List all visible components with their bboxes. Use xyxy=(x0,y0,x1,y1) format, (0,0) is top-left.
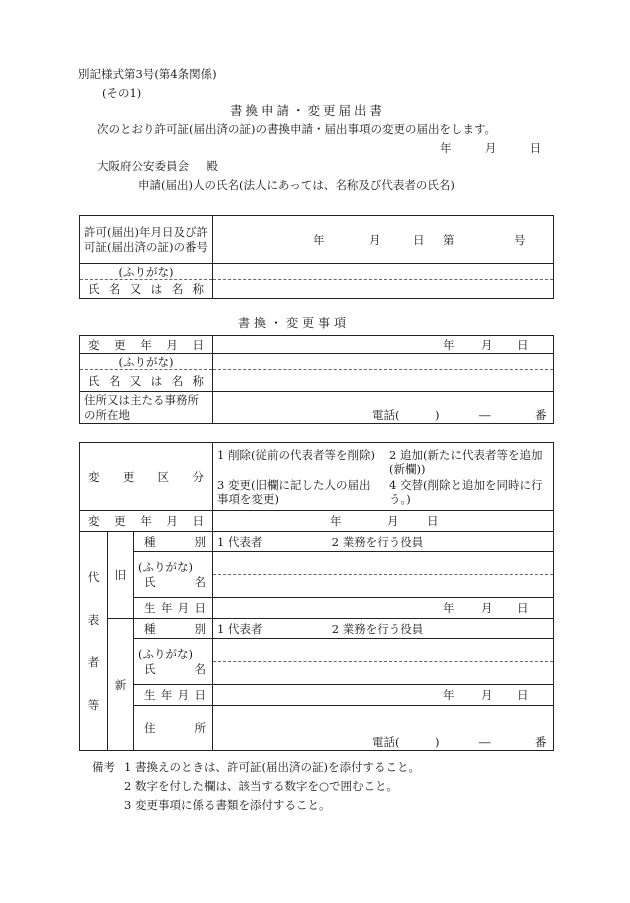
new-address-field[interactable] xyxy=(213,706,554,751)
date-month: 月 xyxy=(484,141,497,155)
tel-ban: 番 xyxy=(535,408,547,422)
name-field-2[interactable] xyxy=(213,370,554,392)
addressee-name: 大阪府公安委員会 xyxy=(97,159,189,173)
date-year: 年 xyxy=(440,141,452,155)
old-birth-year: 年 xyxy=(443,601,455,615)
change-date-label: 変 更 年 月 日 xyxy=(80,336,213,354)
form-id: 別記様式第3号(第4条関係) xyxy=(78,67,217,81)
old-shubetsu-label: 種 別 xyxy=(134,532,213,552)
change-month: 月 xyxy=(481,337,493,352)
permit-value[interactable] xyxy=(213,216,554,264)
old-name-label: (ふりがな) 氏 名 xyxy=(134,552,213,598)
tel-open: 電話( xyxy=(372,408,400,422)
old-birth-label: 生 年 月 日 xyxy=(134,598,213,619)
representative-table xyxy=(79,442,554,751)
change-year: 年 xyxy=(443,337,455,352)
form-sub: (その1) xyxy=(102,86,142,100)
furigana-label-2: (ふりがな) xyxy=(80,354,213,370)
furigana-label: (ふりがな) xyxy=(80,264,213,280)
new-birth-field[interactable] xyxy=(213,685,554,706)
permit-label: 許可(届出)年月日及び許可証(届出済の証)の番号 xyxy=(80,216,213,264)
old-birth-field[interactable] xyxy=(213,598,554,619)
kubun-options[interactable] xyxy=(213,443,554,511)
new-birth-year: 年 xyxy=(443,688,455,702)
group-char-3: 者 xyxy=(87,655,100,670)
furigana-field-2[interactable] xyxy=(213,354,554,370)
new-type-field[interactable] xyxy=(213,619,554,639)
tel-dash: ― xyxy=(479,408,491,422)
address-label xyxy=(80,392,213,424)
new-birth-day: 日 xyxy=(517,688,529,702)
intro-text: 次のとおり許可証(届出済の証)の書換申請・届出事項の変更の届出をします。 xyxy=(97,122,497,136)
old-type-field[interactable] xyxy=(213,532,554,552)
new-address-label: 住 所 xyxy=(134,706,213,751)
address-field[interactable] xyxy=(213,392,554,424)
new-tel-ban: 番 xyxy=(535,735,547,749)
permit-day: 日 xyxy=(413,232,425,247)
new-shubetsu-label: 種 別 xyxy=(134,619,213,639)
old-birth-day: 日 xyxy=(517,601,529,615)
tel-close: ) xyxy=(435,408,440,422)
name-label: 氏 名 又 は 名 称 xyxy=(80,280,213,299)
permit-table xyxy=(79,215,554,299)
addressee-suffix: 殿 xyxy=(206,159,218,173)
group-char-4: 等 xyxy=(87,697,100,712)
old-name-field[interactable] xyxy=(213,552,554,598)
permit-go: 号 xyxy=(514,232,526,247)
new-type-1[interactable]: 1 代表者 xyxy=(217,621,263,636)
name-field[interactable] xyxy=(213,280,554,299)
old-type-1[interactable]: 1 代表者 xyxy=(217,534,263,549)
rep-change-month: 月 xyxy=(387,514,399,528)
new-tel-close: ) xyxy=(435,735,440,749)
new-tel-dash: ― xyxy=(479,735,491,749)
old-type-2[interactable]: 2 業務を行う役員 xyxy=(331,534,424,549)
rep-change-day: 日 xyxy=(427,514,439,528)
date-day: 日 xyxy=(529,141,542,155)
kubun-label: 変 更 区 分 xyxy=(80,443,213,511)
change-day: 日 xyxy=(517,337,529,352)
notes-label: 備考 xyxy=(92,760,115,774)
permit-dai: 第 xyxy=(443,232,455,247)
rep-change-year: 年 xyxy=(330,514,342,528)
new-tel-open: 電話( xyxy=(372,735,400,749)
change-date-label-3: 変 更 年 月 日 xyxy=(80,511,213,532)
old-furigana-label: (ふりがな) xyxy=(138,559,193,574)
furigana-field[interactable] xyxy=(213,264,554,280)
new-birth-label: 生 年 月 日 xyxy=(134,685,213,706)
section-title: 書換・変更事項 xyxy=(238,316,351,330)
permit-month: 月 xyxy=(369,232,381,247)
group-char-1: 代 xyxy=(87,570,100,585)
applicant-label: 申請(届出)人の氏名(法人にあっては、名称及び代表者の氏名) xyxy=(138,178,455,192)
new-label: 新 xyxy=(108,619,134,751)
addressee xyxy=(97,158,218,174)
note-2: 2 数字を付した欄は、該当する数字を○で囲むこと。 xyxy=(124,779,399,793)
kubun-option-1[interactable]: 1 削除(従前の代表者等を削除) xyxy=(217,447,375,462)
kubun-option-2[interactable]: 2 追加(新たに代表者等を追加(新欄)) xyxy=(389,447,543,476)
group-label xyxy=(80,532,108,751)
old-label: 旧 xyxy=(108,532,134,619)
group-char-2: 表 xyxy=(87,612,100,627)
address-label-line1: 住所又は主たる事務所 xyxy=(84,392,199,407)
change-date-field[interactable] xyxy=(213,336,554,354)
note-1: 1 書換えのときは、許可証(届出済の証)を添付すること。 xyxy=(124,760,420,774)
kubun-option-3[interactable]: 3 変更(旧欄に記した人の届出事項を変更) xyxy=(217,477,371,506)
new-name-field[interactable] xyxy=(213,639,554,685)
address-label-line2: の所在地 xyxy=(84,407,130,422)
page-title: 書換申請・変更届出書 xyxy=(230,103,386,118)
new-name-label: (ふりがな) 氏 名 xyxy=(134,639,213,685)
change-date-field-3[interactable] xyxy=(213,511,554,532)
old-birth-month: 月 xyxy=(481,601,493,615)
kubun-option-4[interactable]: 4 交替(削除と追加を同時に行う。) xyxy=(389,477,543,506)
note-3: 3 変更事項に係る書類を添付すること。 xyxy=(124,798,331,812)
new-birth-month: 月 xyxy=(481,688,493,702)
change-table xyxy=(79,335,554,424)
permit-year: 年 xyxy=(313,232,325,247)
new-type-2[interactable]: 2 業務を行う役員 xyxy=(331,621,424,636)
name-label-2: 氏 名 又 は 名 称 xyxy=(80,370,213,392)
new-furigana-label: (ふりがな) xyxy=(138,646,193,661)
submit-date xyxy=(440,140,541,156)
